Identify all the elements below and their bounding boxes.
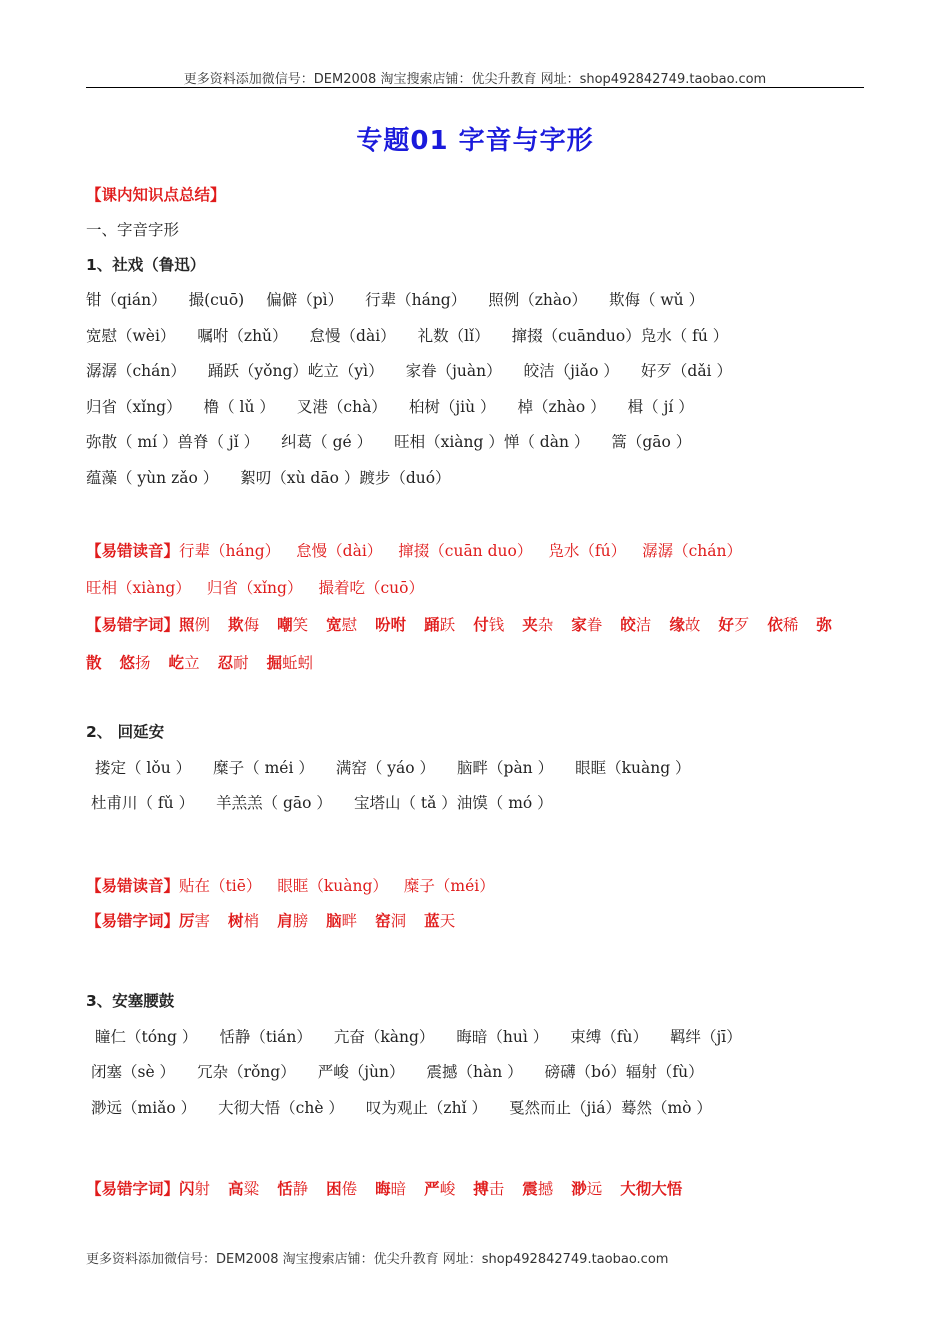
word-item: 厉害 xyxy=(179,911,211,930)
pron-list xyxy=(179,877,511,895)
word-entry: 闭塞（sè ） xyxy=(91,1063,176,1081)
word-item: 蓝天 xyxy=(424,911,456,930)
summary-heading: 【课内知识点总结】 xyxy=(86,186,226,204)
word-entry: 皎洁（jiǎo ） xyxy=(523,362,619,380)
word-entry: 满窑（ yáo ） xyxy=(335,759,436,777)
word-entry: 脑畔（pàn ） xyxy=(457,759,554,777)
header-divider xyxy=(86,87,864,88)
pron-entry: 糜子（méi） xyxy=(403,877,495,895)
word-item: 吩咐 xyxy=(375,615,407,634)
word-entry: 束缚（fù） xyxy=(570,1028,648,1046)
s3-words-line xyxy=(86,1179,700,1199)
word-entry: 大彻大悟（chè ） xyxy=(218,1099,344,1117)
word-entry: 渺远（miǎo ） xyxy=(91,1099,197,1117)
word-entry: 磅礴（bó）辐射（fù） xyxy=(544,1063,704,1081)
word-entry: 礼数（lǐ） xyxy=(417,327,490,345)
pron-label: 【易错读音】 xyxy=(86,877,180,895)
section-2-heading: 2、 回延安 xyxy=(86,723,165,741)
word-entry: 叹为观止（zhǐ ） xyxy=(365,1099,487,1117)
word-entry: 潺潺（chán） xyxy=(86,362,186,380)
word-entry: 叉港（chà） xyxy=(296,398,387,416)
s1-row xyxy=(86,397,716,417)
word-entry: 照例（zhào） xyxy=(488,291,587,309)
word-entry: 弥散（ mí ）兽脊（ jǐ ） xyxy=(86,433,260,451)
word-entry: 橹（ lǔ ） xyxy=(203,398,275,416)
word-entry: 瞳仁（tóng ） xyxy=(95,1028,198,1046)
s3-row xyxy=(91,1062,726,1082)
section-1-heading: 1、社戏（鲁迅） xyxy=(86,256,206,274)
pron-entry: 凫水（fú） xyxy=(548,542,627,560)
s1-pron-line-2 xyxy=(86,578,440,598)
word-item: 高粱 xyxy=(228,1179,260,1198)
word-entry: 冗杂（rǒng） xyxy=(197,1063,296,1081)
word-item: 踊跃 xyxy=(424,615,456,634)
s2-words-line xyxy=(86,911,473,931)
word-item: 屹立 xyxy=(168,653,200,672)
word-item: 忍耐 xyxy=(217,653,249,672)
page-header: 更多资料添加微信号：DEM2008 淘宝搜索店铺：优尖升教育 网址：shop492842749.taobao.com xyxy=(183,72,767,87)
word-entry: 怠慢（dài） xyxy=(309,327,396,345)
pron-entry: 贴在（tiē） xyxy=(179,877,262,895)
pron-entry: 撮着吃（cuō） xyxy=(318,579,424,597)
word-item: 依稀 xyxy=(767,615,799,634)
word-item: 震撼 xyxy=(522,1179,554,1198)
word-item: 恬静 xyxy=(277,1179,309,1198)
s1-row xyxy=(86,432,713,452)
word-entry: 棹（zhào ） xyxy=(517,398,606,416)
word-entry: 亢奋（kàng） xyxy=(333,1028,435,1046)
s2-pron-line xyxy=(86,876,511,896)
word-item: 搏击 xyxy=(473,1179,505,1198)
word-item: 树梢 xyxy=(228,911,260,930)
word-entry: 严峻（jùn） xyxy=(317,1063,405,1081)
word-entry: 宽慰（wèi） xyxy=(86,327,176,345)
pron-entry: 旺相（xiàng） xyxy=(86,579,191,597)
word-item: 大彻大悟 xyxy=(620,1179,683,1198)
pron-entry: 行辈（háng） xyxy=(179,542,281,560)
word-entry: 搂定（ lǒu ） xyxy=(95,759,192,777)
pron-list xyxy=(179,542,758,560)
words-list xyxy=(179,616,850,634)
word-item: 渺远 xyxy=(571,1179,603,1198)
word-item: 困倦 xyxy=(326,1179,358,1198)
word-entry: 晦暗（huì ） xyxy=(456,1028,549,1046)
word-item: 家眷 xyxy=(571,615,603,634)
section-3-heading: 3、安塞腰鼓 xyxy=(86,992,175,1010)
s1-words-line xyxy=(86,615,850,635)
word-entry: 嘱咐（zhǔ） xyxy=(197,327,288,345)
word-item: 脑畔 xyxy=(326,911,358,930)
s1-words-line-2 xyxy=(86,653,331,673)
word-item: 悠扬 xyxy=(119,653,151,672)
word-item: 闪射 xyxy=(179,1179,211,1198)
word-item: 散 xyxy=(86,653,102,672)
word-item: 晦暗 xyxy=(375,1179,407,1198)
words-label: 【易错字词】 xyxy=(86,912,180,930)
word-item: 缘故 xyxy=(669,615,701,634)
word-entry: 宝塔山（ tǎ ）油馍（ mó ） xyxy=(353,794,553,812)
pron-entry: 怠慢（dài） xyxy=(296,542,383,560)
word-item: 夹杂 xyxy=(522,615,554,634)
word-item: 严峻 xyxy=(424,1179,456,1198)
part-heading: 一、字音字形 xyxy=(86,221,180,239)
word-entry: 踊跃（yǒng）屹立（yì） xyxy=(207,362,384,380)
word-entry: 偏僻（pì） xyxy=(266,291,344,309)
s1-row xyxy=(86,468,473,488)
word-entry: 钳（qián） xyxy=(86,291,167,309)
word-entry: 好歹（dǎi ） xyxy=(640,362,732,380)
s1-row xyxy=(86,361,754,381)
word-item: 好歹 xyxy=(718,615,750,634)
word-entry: 欺侮（ wǔ ） xyxy=(608,291,705,309)
word-item: 皎洁 xyxy=(620,615,652,634)
word-entry: 震撼（hàn ） xyxy=(426,1063,523,1081)
s3-row xyxy=(91,1098,734,1118)
words-label: 【易错字词】 xyxy=(86,1180,180,1198)
word-entry: 楫（ jí ） xyxy=(627,398,694,416)
word-entry: 羁绊（jī） xyxy=(669,1028,742,1046)
s2-row xyxy=(91,793,575,813)
word-entry: 羊羔羔（ gāo ） xyxy=(216,794,332,812)
word-entry: 旺相（xiàng ）惮（ dàn ） xyxy=(394,433,590,451)
word-item: 窑洞 xyxy=(375,911,407,930)
pron-entry: 潺潺（chán） xyxy=(642,542,742,560)
s1-pron-line xyxy=(86,541,758,561)
word-entry: 桕树（jiù ） xyxy=(408,398,496,416)
s1-row xyxy=(86,290,726,310)
word-item: 宽慰 xyxy=(326,615,358,634)
word-item: 弥 xyxy=(816,615,832,634)
word-entry: 蕴藻（ yùn zǎo ） xyxy=(86,469,219,487)
word-item: 嘲笑 xyxy=(277,615,309,634)
s3-row xyxy=(95,1027,764,1047)
word-entry: 絮叨（xù dāo ）踱步（duó） xyxy=(240,469,451,487)
s1-row xyxy=(86,326,750,346)
s2-row xyxy=(95,758,713,778)
word-entry: 撺掇（cuānduo）凫水（ fú ） xyxy=(511,327,729,345)
pron-entry: 撺掇（cuān duo） xyxy=(398,542,533,560)
words-label: 【易错字词】 xyxy=(86,616,180,634)
word-entry: 归省（xǐng） xyxy=(86,398,182,416)
word-entry: 杜甫川（ fǔ ） xyxy=(91,794,195,812)
word-entry: 篙（gāo ） xyxy=(611,433,692,451)
word-item: 掘蚯蚓 xyxy=(266,653,314,672)
page-footer: 更多资料添加微信号：DEM2008 淘宝搜索店铺：优尖升教育 网址：shop492842749.taobao.com xyxy=(86,1252,669,1267)
word-entry: 撮(cuō) xyxy=(188,291,245,309)
word-entry: 纠葛（ gé ） xyxy=(281,433,373,451)
word-entry: 眼眶（kuàng ） xyxy=(575,759,691,777)
word-entry: 家眷（juàn） xyxy=(405,362,502,380)
word-entry: 戛然而止（jiá）蓦然（mò ） xyxy=(508,1099,712,1117)
pron-entry: 眼眶（kuàng） xyxy=(277,877,388,895)
word-item: 肩膀 xyxy=(277,911,309,930)
word-item: 付钱 xyxy=(473,615,505,634)
word-entry: 糜子（ méi ） xyxy=(213,759,314,777)
word-entry: 行辈（háng） xyxy=(365,291,467,309)
pron-entry: 归省（xǐng） xyxy=(206,579,303,597)
word-item: 欺侮 xyxy=(228,615,260,634)
word-item: 照例 xyxy=(179,615,211,634)
word-entry: 恬静（tián） xyxy=(219,1028,312,1046)
pron-label: 【易错读音】 xyxy=(86,542,180,560)
words-list xyxy=(179,912,473,930)
page-title: 专题01 字音与字形 xyxy=(356,126,594,156)
words-list xyxy=(179,1180,700,1198)
